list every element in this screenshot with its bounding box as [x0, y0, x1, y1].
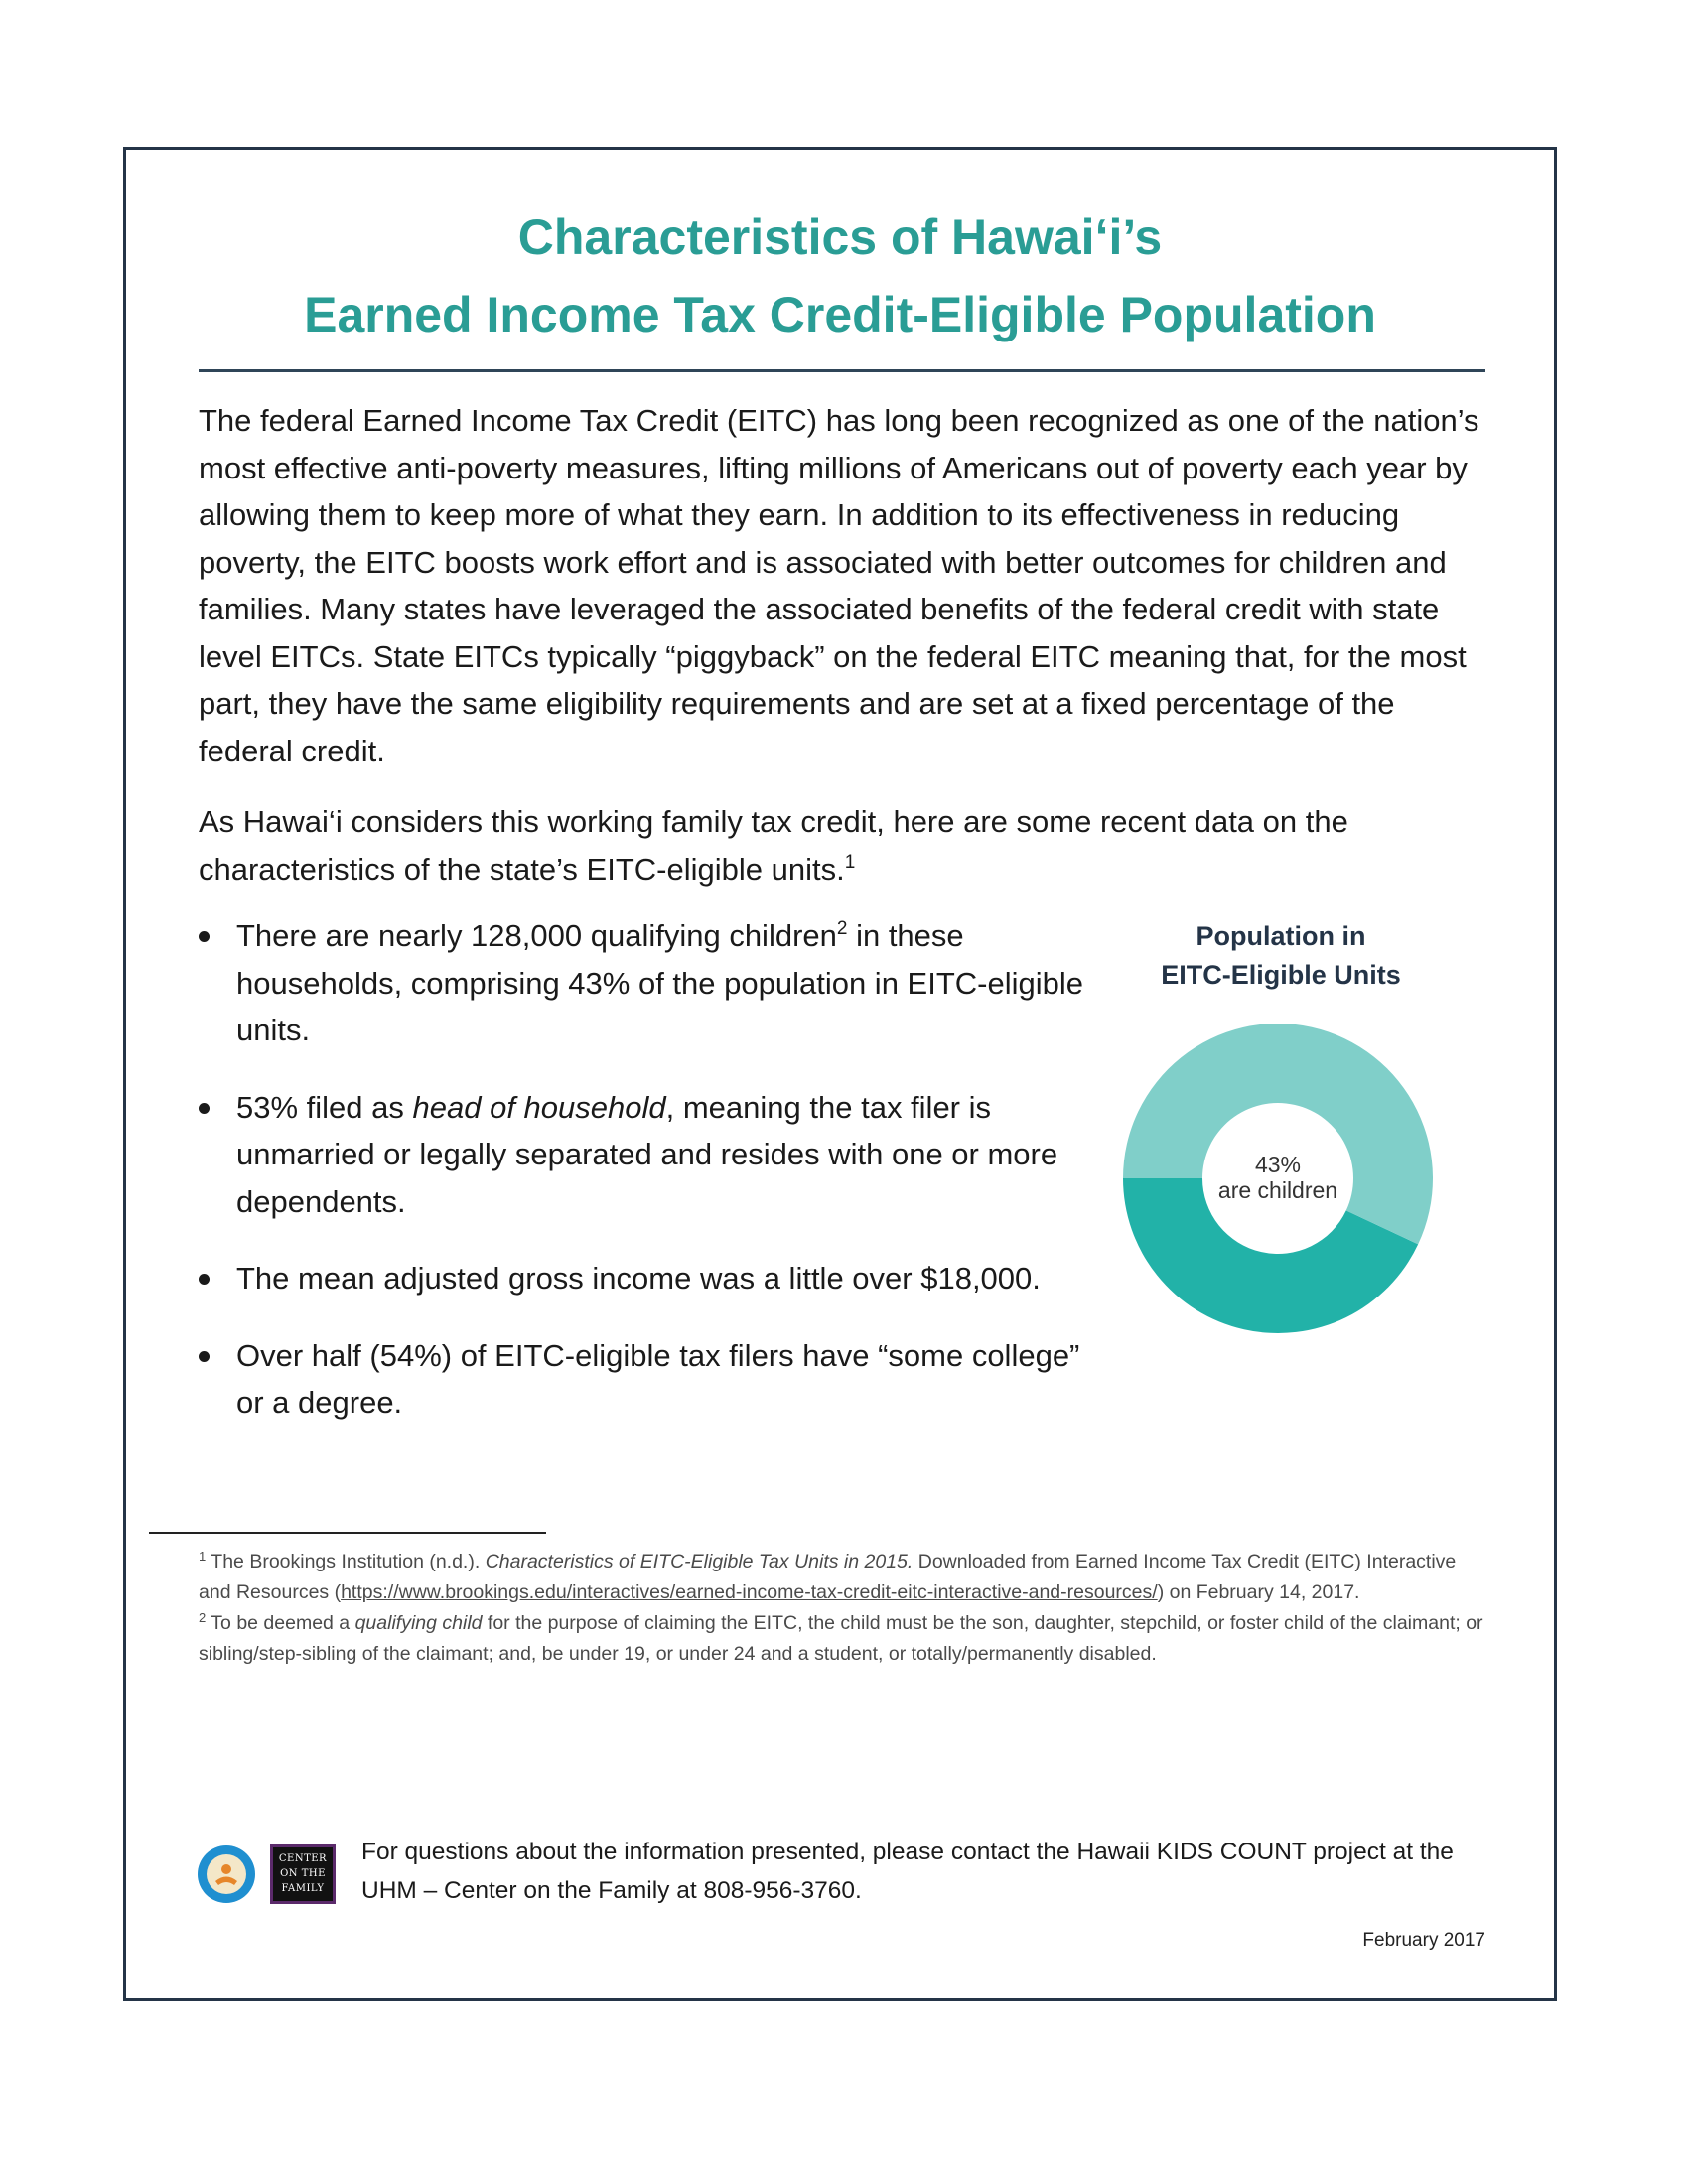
- bullet-icon: [199, 1274, 210, 1285]
- logos: [197, 1844, 342, 1904]
- footnote-2-text: To be deemed a: [206, 1612, 355, 1634]
- logo-box-line-2: ON THE: [280, 1868, 326, 1879]
- intro-paragraph-1: The federal Earned Income Tax Credit (EITC) has long been recognized as one of the nation’s most effective anti-poverty measures, lifting millions of Americans out of poverty each year by allowing them to keep more of what they earn. In addition to its effectiveness in reducing poverty, the EITC boosts work effort and is associated with better outcomes for children and families. Many states have leveraged the associated benefits of the federal credit with state level EITCs. State EITCs typically “piggyback” on the federal EITC meaning that, for the most part, they have the same eligibility requirements and are set at a fixed percentage of the federal credit.: [199, 403, 1479, 768]
- list-item: [199, 912, 1112, 1054]
- footnote-1-text-mid: Downloaded from Earned Income Tax Credit (EITC) Interactive and Resources (: [199, 1551, 1457, 1603]
- footnote-1-text: The Brookings Institution (n.d.).: [206, 1551, 486, 1572]
- bullet-icon: [199, 931, 210, 942]
- bullet-1-text-cont: in these households, comprising 43% of the population in EITC-eligible units.: [236, 918, 1083, 1047]
- footnote-2-emphasis: qualifying child: [354, 1612, 483, 1634]
- publication-date: February 2017: [1362, 1930, 1485, 1951]
- footnote-1: [199, 1547, 1489, 1608]
- bullet-2-emphasis: head of household: [412, 1089, 666, 1125]
- donut-center-value: 43%: [1254, 1152, 1302, 1177]
- logo-box-line-1: CENTER: [278, 1853, 328, 1864]
- footnote-1-link[interactable]: https://www.brookings.edu/interactives/earned-income-tax-credit-eitc-interactive-and-resources/: [341, 1581, 1158, 1603]
- footnotes: [199, 1547, 1489, 1670]
- donut-center-label: [1179, 1152, 1377, 1203]
- page-title: [123, 199, 1557, 353]
- bullet-1-text: There are nearly 128,000 qualifying children: [236, 918, 837, 953]
- footnote-2: [199, 1608, 1489, 1670]
- intro-paragraph-2: [199, 798, 1489, 892]
- list-item: [199, 1332, 1112, 1427]
- chart-title: [1132, 917, 1430, 995]
- bullet-icon: [199, 1103, 210, 1114]
- key-facts-list: [199, 912, 1112, 1456]
- bullet-2-text: 53% filed as: [236, 1089, 413, 1125]
- footnote-2-marker: 2: [199, 1610, 207, 1625]
- footnote-ref-2: 2: [836, 918, 848, 939]
- bullet-2-text-cont: , meaning the tax filer is unmarried or legally separated and resides with one or more dependents.: [236, 1089, 1058, 1219]
- footnote-1-source-title: Characteristics of EITC-Eligible Tax Units in 2015.: [485, 1551, 914, 1572]
- center-on-the-family-logo: [270, 1844, 336, 1904]
- list-item: [199, 1084, 1112, 1226]
- contact-text: For questions about the information presented, please contact the Hawaii KIDS COUNT project at the UHM – Center on the Family at 808-956-3760.: [361, 1839, 1454, 1904]
- footnote-2-text-end: for the purpose of claiming the EITC, the child must be the son, daughter, stepchild, or foster child of the claimant; or sibling/step-sibling of the claimant; and, be under 19, or under 24 and a student, or totally/permanently disabled.: [199, 1612, 1483, 1665]
- logo-box-line-3: FAMILY: [281, 1883, 325, 1894]
- title-line-1: Characteristics of Hawai‘i’s: [517, 209, 1163, 265]
- chart-title-line-2: EITC-Eligible Units: [1161, 960, 1401, 990]
- title-line-2: Earned Income Tax Credit-Eligible Population: [304, 287, 1376, 342]
- list-item: [199, 1255, 1112, 1302]
- bullet-3-text: The mean adjusted gross income was a little over $18,000.: [236, 1261, 1041, 1296]
- bullet-icon: [199, 1351, 210, 1362]
- footnote-1-marker: 1: [199, 1549, 207, 1564]
- hawaii-kids-count-logo: [197, 1844, 256, 1904]
- footnote-1-text-end: ) on February 14, 2017.: [1157, 1581, 1360, 1603]
- footnote-divider: [149, 1532, 546, 1534]
- footnote-ref-1: 1: [844, 851, 856, 873]
- chart-title-line-1: Population in: [1196, 921, 1366, 951]
- bullet-4-text: Over half (54%) of EITC-eligible tax filers have “some college” or a degree.: [236, 1337, 1080, 1420]
- donut-center-caption: are children: [1217, 1177, 1338, 1203]
- intro-paragraph-2-text: As Hawai‘i considers this working family tax credit, here are some recent data on the characteristics of the state’s EITC-eligible units.: [199, 804, 1348, 887]
- title-divider: [199, 369, 1485, 372]
